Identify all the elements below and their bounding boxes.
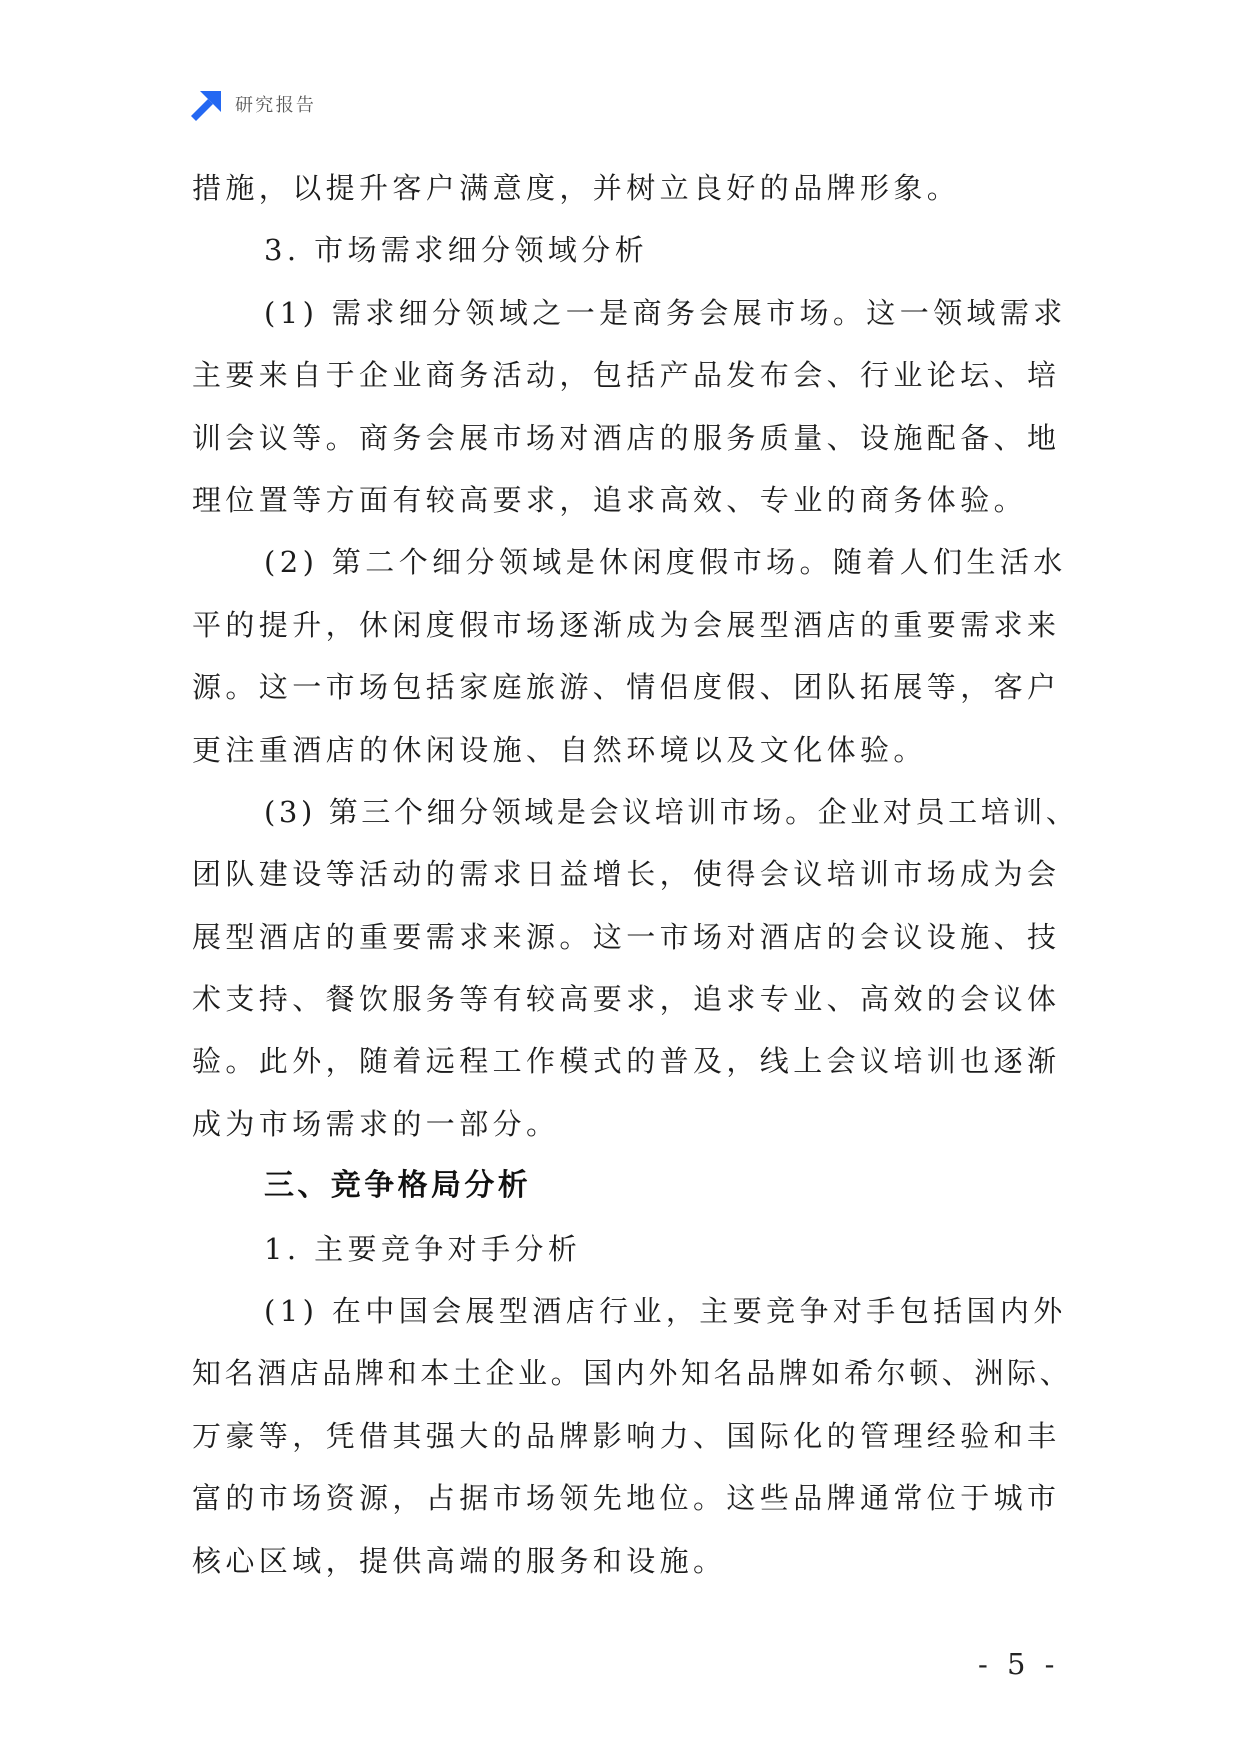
text-line: (1) 需求细分领域之一是商务会展市场。这一领域需求 xyxy=(264,295,1067,330)
text-line: 术支持、餐饮服务等有较高要求，追求专业、高效的会议体 xyxy=(192,982,1061,1017)
text-line: 核心区域，提供高端的服务和设施。 xyxy=(192,1543,727,1578)
subsection-heading: 3. 市场需求细分领域分析 xyxy=(264,233,649,268)
text-line: 团队建设等活动的需求日益增长，使得会议培训市场成为会 xyxy=(192,857,1061,892)
text-line: 更注重酒店的休闲设施、自然环境以及文化体验。 xyxy=(192,732,927,767)
text-line: 知名酒店品牌和本土企业。国内外知名品牌如希尔顿、洲际、 xyxy=(192,1356,1073,1391)
page-number: - 5 - xyxy=(978,1647,1060,1681)
text-line: 源。这一市场包括家庭旅游、情侣度假、团队拓展等，客户 xyxy=(192,670,1061,705)
text-line: 主要来自于企业商务活动，包括产品发布会、行业论坛、培 xyxy=(192,358,1061,393)
text-line: 措施，以提升客户满意度，并树立良好的品牌形象。 xyxy=(192,171,961,205)
paragraph xyxy=(192,282,1072,532)
text-line: 富的市场资源，占据市场领先地位。这些品牌通常位于城市 xyxy=(192,1481,1061,1516)
document-body xyxy=(192,157,1079,1592)
text-line: (1) 在中国会展型酒店行业，主要竞争对手包括国内外 xyxy=(264,1294,1067,1329)
text-line: 万豪等，凭借其强大的品牌影响力、国际化的管理经验和丰 xyxy=(192,1418,1061,1453)
paragraph xyxy=(192,531,1072,781)
paragraph xyxy=(192,781,1079,1155)
text-line: 验。此外，随着远程工作模式的普及，线上会议培训也逐渐 xyxy=(192,1044,1061,1079)
text-line: (2) 第二个细分领域是休闲度假市场。随着人们生活水 xyxy=(264,545,1067,580)
text-line: 理位置等方面有较高要求，追求高效、专业的商务体验。 xyxy=(192,482,1028,517)
paragraph xyxy=(192,157,1072,219)
report-brand-title: 研究报告 xyxy=(235,95,317,116)
subsection-heading: 1. 主要竞争对手分析 xyxy=(264,1231,582,1266)
text-line: 展型酒店的重要需求来源。这一市场对酒店的会议设施、技 xyxy=(192,919,1061,954)
arrow-up-right-logo-icon xyxy=(191,90,222,121)
paragraph xyxy=(192,1280,1072,1592)
section-heading: 三、竞争格局分析 xyxy=(264,1168,532,1204)
text-line: 平的提升，休闲度假市场逐渐成为会展型酒店的重要需求来 xyxy=(192,607,1061,642)
logo-graphic xyxy=(191,90,222,121)
text-line: 成为市场需求的一部分。 xyxy=(192,1106,560,1141)
text-line: (3) 第三个细分领域是会议培训市场。企业对员工培训、 xyxy=(264,794,1079,829)
text-line: 训会议等。商务会展市场对酒店的服务质量、设施配备、地 xyxy=(192,420,1061,455)
